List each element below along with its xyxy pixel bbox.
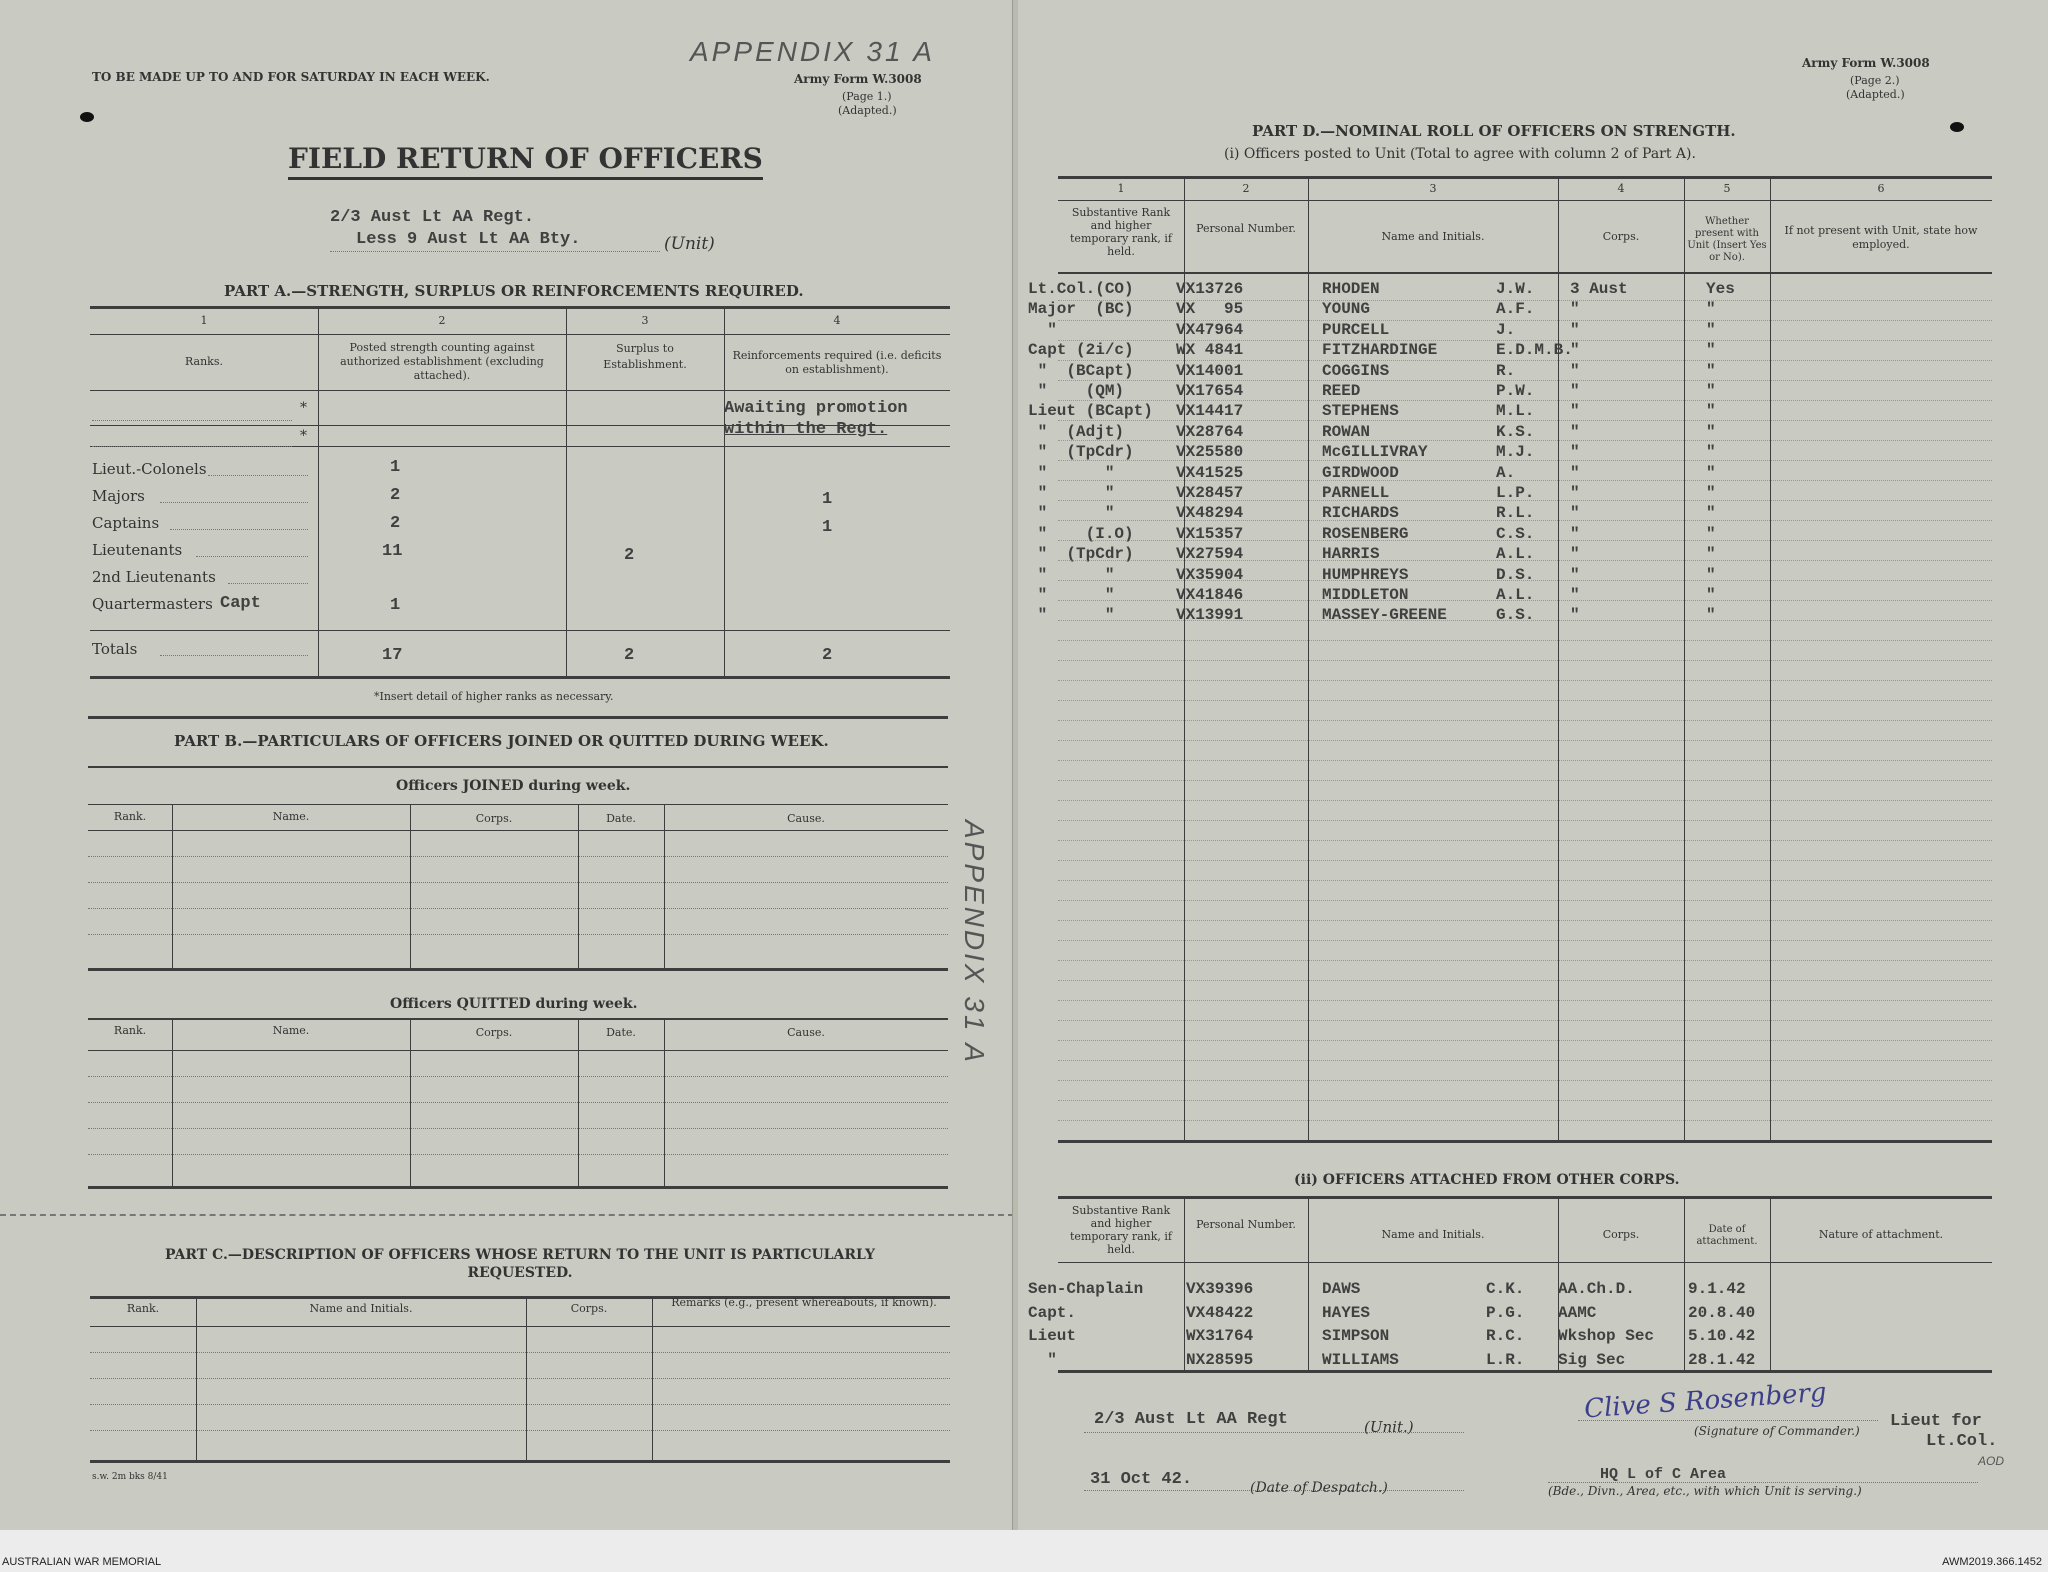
attached-initials: C.K.	[1486, 1280, 1525, 1298]
officer-initials: A.	[1496, 464, 1516, 482]
star-row: *	[300, 428, 307, 444]
officer-initials: G.S.	[1496, 606, 1535, 624]
col-name: Name.	[272, 1024, 310, 1037]
page-number: (Page 2.)	[1850, 74, 1900, 87]
officer-initials: M.J.	[1496, 443, 1535, 461]
officer-corps: "	[1570, 362, 1580, 380]
officer-name: HUMPHREYS	[1322, 566, 1409, 584]
officer-rank: " "	[1028, 484, 1115, 502]
unit-label: (Unit)	[664, 234, 715, 254]
officer-number: VX27594	[1176, 545, 1244, 563]
officer-initials: A.F.	[1496, 300, 1535, 318]
officer-number: VX25580	[1176, 443, 1244, 461]
area-label: (Bde., Divn., Area, etc., with which Unit is serving.)	[1548, 1484, 1862, 1498]
officer-rank: " "	[1028, 504, 1115, 522]
officer-rank: " (Adjt)	[1028, 423, 1125, 441]
officer-present: "	[1706, 606, 1716, 624]
officer-number: VX47964	[1176, 321, 1244, 339]
col-number: 3	[641, 314, 649, 327]
col-header-rank: Substantive Rank and higher temporary rank, if held.	[1070, 206, 1172, 258]
attached-initials: L.R.	[1486, 1351, 1525, 1369]
archive-footer	[0, 1530, 2048, 1572]
totals-label: Totals	[92, 640, 138, 658]
officer-initials: A.L.	[1496, 586, 1535, 604]
officer-rank: " (QM)	[1028, 382, 1125, 400]
officer-rank: " (I.O)	[1028, 525, 1134, 543]
attached-date: 28.1.42	[1688, 1351, 1756, 1369]
col-number: 1	[200, 314, 208, 327]
punch-hole	[80, 112, 94, 122]
officer-corps: "	[1570, 484, 1580, 502]
officer-number: VX 95	[1176, 300, 1244, 318]
officer-name: YOUNG	[1322, 300, 1371, 318]
unit-line-2: Less 9 Aust Lt AA Bty.	[356, 230, 581, 249]
officer-name: HARRIS	[1322, 545, 1380, 563]
signature-suffix-1: Lieut for	[1890, 1412, 1982, 1431]
reinforcement-value: 1	[822, 518, 833, 537]
officer-present: "	[1706, 341, 1716, 359]
officer-present: "	[1706, 464, 1716, 482]
footnote: *Insert detail of higher ranks as necessary.	[374, 690, 614, 703]
archive-id: AWM2019.366.1452	[1942, 1556, 2042, 1568]
officer-rank: " "	[1028, 606, 1115, 624]
attached-date: 9.1.42	[1688, 1280, 1746, 1298]
officer-rank: " (TpCdr)	[1028, 443, 1134, 461]
archive-credit: AUSTRALIAN WAR MEMORIAL	[2, 1556, 162, 1568]
col-number: 2	[438, 314, 446, 327]
officer-initials: P.W.	[1496, 382, 1535, 400]
col-number: 4	[1617, 182, 1625, 195]
area-typed: HQ L of C Area	[1600, 1466, 1727, 1483]
officer-rank: "	[1028, 321, 1057, 339]
part-b-title: PART B.—PARTICULARS OF OFFICERS JOINED OR QUITTED DURING WEEK.	[174, 732, 829, 750]
attached-corps: Wkshop Sec	[1558, 1327, 1655, 1345]
officer-present: "	[1706, 321, 1716, 339]
officer-number: VX28764	[1176, 423, 1244, 441]
surplus-value: 2	[624, 546, 635, 565]
officer-name: ROSENBERG	[1322, 525, 1409, 543]
officer-number: VX41846	[1176, 586, 1244, 604]
col-header-corps: Corps.	[1602, 230, 1640, 243]
officer-number: VX14417	[1176, 402, 1244, 420]
rank-label: Lieut.-Colonels	[92, 460, 207, 478]
rank-label: Quartermasters	[92, 595, 213, 613]
attached-rank: "	[1028, 1351, 1057, 1369]
attached-name: HAYES	[1322, 1304, 1371, 1322]
col-number: 1	[1117, 182, 1125, 195]
officer-initials: R.	[1496, 362, 1516, 380]
att-header-nature: Nature of attachment.	[1818, 1228, 1944, 1241]
despatch-date: 31 Oct 42.	[1090, 1470, 1193, 1489]
rank-label: 2nd Lieutenants	[92, 568, 216, 586]
officer-name: McGILLIVRAY	[1322, 443, 1428, 461]
col-corps: Corps.	[475, 1026, 513, 1039]
total-posted: 17	[382, 646, 403, 665]
officer-name: PURCELL	[1322, 321, 1390, 339]
attached-rank: Capt.	[1028, 1304, 1077, 1322]
officer-number: VX35904	[1176, 566, 1244, 584]
officer-corps: "	[1570, 586, 1580, 604]
left-page	[0, 0, 1014, 1530]
att-header-date: Date of attachment.	[1696, 1224, 1758, 1247]
joined-title: Officers JOINED during week.	[396, 778, 631, 794]
attached-date: 20.8.40	[1688, 1304, 1756, 1322]
officer-rank: " (BCapt)	[1028, 362, 1134, 380]
col-name: Name.	[272, 810, 310, 823]
col-rank: Rank.	[113, 810, 147, 823]
col-rank: Rank.	[126, 1302, 160, 1315]
officer-name: REED	[1322, 382, 1361, 400]
officer-number: VX14001	[1176, 362, 1244, 380]
posted-value: 2	[390, 514, 401, 533]
officer-rank: " (TpCdr)	[1028, 545, 1134, 563]
officer-name: RICHARDS	[1322, 504, 1399, 522]
attached-number: WX31764	[1186, 1327, 1254, 1345]
officer-corps: "	[1570, 606, 1580, 624]
col-name: Name and Initials.	[309, 1302, 413, 1315]
attached-corps: AA.Ch.D.	[1558, 1280, 1635, 1298]
col-date: Date.	[606, 1026, 636, 1039]
officer-rank: " "	[1028, 586, 1115, 604]
officer-corps: "	[1570, 504, 1580, 522]
attached-initials: P.G.	[1486, 1304, 1525, 1322]
col-header-posted: Posted strength counting against authorized establishment (excluding attached).	[340, 341, 544, 382]
officer-initials: D.S.	[1496, 566, 1535, 584]
officer-corps: 3 Aust	[1570, 280, 1628, 298]
qm-rank-suffix: Capt	[220, 594, 261, 613]
date-label: (Date of Despatch.)	[1250, 1480, 1388, 1496]
att-header-number: Personal Number.	[1196, 1218, 1296, 1231]
officer-initials: E.D.M.B.	[1496, 341, 1573, 359]
punch-hole	[1950, 122, 1964, 132]
col-remarks: Remarks (e.g., present whereabouts, if known).	[671, 1296, 937, 1309]
attached-name: WILLIAMS	[1322, 1351, 1399, 1369]
unit-line-1: 2/3 Aust Lt AA Regt.	[330, 208, 535, 227]
col-header-employed: If not present with Unit, state how employed.	[1784, 224, 1978, 251]
officer-initials: C.S.	[1496, 525, 1535, 543]
unit-label: (Unit.)	[1364, 1418, 1414, 1436]
officer-corps: "	[1570, 566, 1580, 584]
officer-corps: "	[1570, 402, 1580, 420]
col-number: 4	[833, 314, 841, 327]
rank-label: Majors	[92, 487, 145, 505]
posted-value: 1	[390, 596, 401, 615]
col-header-surplus: Surplus to Establishment.	[603, 342, 687, 371]
officer-corps: "	[1570, 321, 1580, 339]
attached-title: (ii) OFFICERS ATTACHED FROM OTHER CORPS.	[1294, 1172, 1680, 1188]
officer-corps: "	[1570, 464, 1580, 482]
total-reinforcements: 2	[822, 646, 833, 665]
star-row: *	[300, 400, 307, 416]
attached-corps: AAMC	[1558, 1304, 1597, 1322]
handwritten-side-note: APPENDIX 31 A	[959, 820, 990, 1065]
adapted-note: (Adapted.)	[1846, 88, 1905, 101]
officer-present: "	[1706, 382, 1716, 400]
att-header-name: Name and Initials.	[1381, 1228, 1485, 1241]
officer-corps: "	[1570, 300, 1580, 318]
col-header-number: Personal Number.	[1196, 222, 1296, 235]
reinforcement-note: Awaiting promotion within the Regt.	[724, 399, 908, 439]
rank-label: Captains	[92, 514, 160, 532]
officer-name: ROWAN	[1322, 423, 1371, 441]
officer-name: PARNELL	[1322, 484, 1390, 502]
officer-name: RHODEN	[1322, 280, 1380, 298]
col-corps: Corps.	[475, 812, 513, 825]
part-d-subtitle: (i) Officers posted to Unit (Total to agree with column 2 of Part A).	[1224, 146, 1696, 162]
part-a-title: PART A.—STRENGTH, SURPLUS OR REINFORCEMENTS REQUIRED.	[224, 282, 804, 300]
col-header-ranks: Ranks.	[185, 355, 223, 368]
attached-number: VX39396	[1186, 1280, 1254, 1298]
posted-value: 2	[390, 486, 401, 505]
att-header-rank: Substantive Rank and higher temporary rank, if held.	[1070, 1204, 1172, 1256]
col-header-present: Whether present with Unit (Insert Yes or No).	[1687, 216, 1767, 263]
officer-present: "	[1706, 300, 1716, 318]
commander-signature: Clive S Rosenberg	[1583, 1377, 1828, 1425]
officer-present: "	[1706, 443, 1716, 461]
signature-suffix-2: Lt.Col.	[1926, 1432, 1998, 1451]
officer-corps: "	[1570, 423, 1580, 441]
col-number: 5	[1723, 182, 1731, 195]
header-instruction: TO BE MADE UP TO AND FOR SATURDAY IN EACH WEEK.	[92, 70, 490, 84]
reinforcement-value: 1	[822, 490, 833, 509]
officer-number: WX 4841	[1176, 341, 1244, 359]
col-cause: Cause.	[787, 1026, 825, 1039]
officer-corps: "	[1570, 525, 1580, 543]
officer-present: "	[1706, 504, 1716, 522]
officer-corps: "	[1570, 341, 1580, 359]
officer-present: "	[1706, 566, 1716, 584]
officer-name: FITZHARDINGE	[1322, 341, 1438, 359]
right-page	[1018, 0, 2048, 1530]
attached-number: VX48422	[1186, 1304, 1254, 1322]
col-rank: Rank.	[113, 1024, 147, 1037]
officer-present: "	[1706, 402, 1716, 420]
attached-number: NX28595	[1186, 1351, 1254, 1369]
attached-corps: Sig Sec	[1558, 1351, 1626, 1369]
officer-number: VX28457	[1176, 484, 1244, 502]
col-cause: Cause.	[787, 812, 825, 825]
officer-present: "	[1706, 423, 1716, 441]
officer-name: GIRDWOOD	[1322, 464, 1399, 482]
officer-number: VX48294	[1176, 504, 1244, 522]
officer-initials: A.L.	[1496, 545, 1535, 563]
officer-rank: Lt.Col.(CO)	[1028, 280, 1134, 298]
officer-present: "	[1706, 545, 1716, 563]
part-d-title: PART D.—NOMINAL ROLL OF OFFICERS ON STRENGTH.	[1252, 122, 1736, 140]
officer-initials: J.W.	[1496, 280, 1535, 298]
total-surplus: 2	[624, 646, 635, 665]
handwritten-appendix: APPENDIX 31 A	[690, 36, 935, 67]
part-c-title: PART C.—DESCRIPTION OF OFFICERS WHOSE RETURN TO THE UNIT IS PARTICULARLY REQUESTED.	[165, 1247, 875, 1281]
officer-initials: L.P.	[1496, 484, 1535, 502]
officer-name: STEPHENS	[1322, 402, 1399, 420]
col-number: 6	[1877, 182, 1885, 195]
form-number: Army Form W.3008	[794, 72, 922, 86]
page-number: (Page 1.)	[842, 90, 892, 103]
attached-initials: R.C.	[1486, 1327, 1525, 1345]
att-header-corps: Corps.	[1602, 1228, 1640, 1241]
officer-present: "	[1706, 362, 1716, 380]
signature-label: (Signature of Commander.)	[1694, 1424, 1860, 1438]
col-number: 3	[1429, 182, 1437, 195]
officer-number: VX41525	[1176, 464, 1244, 482]
page-title: FIELD RETURN OF OFFICERS	[288, 142, 763, 180]
officer-initials: M.L.	[1496, 402, 1535, 420]
officer-rank: " "	[1028, 566, 1115, 584]
col-corps: Corps.	[570, 1302, 608, 1315]
officer-rank: Capt (2i/c)	[1028, 341, 1134, 359]
attached-name: DAWS	[1322, 1280, 1361, 1298]
officer-present: "	[1706, 586, 1716, 604]
rank-label: Lieutenants	[92, 541, 183, 559]
officer-number: VX13726	[1176, 280, 1244, 298]
officer-present: Yes	[1706, 280, 1735, 298]
col-number: 2	[1242, 182, 1250, 195]
col-header-name: Name and Initials.	[1381, 230, 1485, 243]
officer-corps: "	[1570, 545, 1580, 563]
col-header-reinforcements: Reinforcements required (i.e. deficits on establishment).	[732, 349, 942, 376]
unit-typed: 2/3 Aust Lt AA Regt	[1094, 1410, 1288, 1429]
officer-rank: Lieut (BCapt)	[1028, 402, 1153, 420]
adapted-note: (Adapted.)	[838, 104, 897, 117]
officer-name: MASSEY-GREENE	[1322, 606, 1447, 624]
officer-name: MIDDLETON	[1322, 586, 1409, 604]
posted-value: 1	[390, 458, 401, 477]
officer-corps: "	[1570, 382, 1580, 400]
quitted-title: Officers QUITTED during week.	[390, 996, 638, 1012]
officer-number: VX15357	[1176, 525, 1244, 543]
form-number: Army Form W.3008	[1802, 56, 1930, 70]
printer-mark: s.w. 2m bks 8/41	[92, 1472, 168, 1482]
officer-present: "	[1706, 484, 1716, 502]
officer-initials: K.S.	[1496, 423, 1535, 441]
attached-name: SIMPSON	[1322, 1327, 1390, 1345]
officer-present: "	[1706, 525, 1716, 543]
col-date: Date.	[606, 812, 636, 825]
officer-rank: " "	[1028, 464, 1115, 482]
officer-initials: J.	[1496, 321, 1516, 339]
officer-number: VX17654	[1176, 382, 1244, 400]
attached-rank: Sen-Chaplain	[1028, 1280, 1144, 1298]
officer-name: COGGINS	[1322, 362, 1390, 380]
attached-date: 5.10.42	[1688, 1327, 1756, 1345]
officer-initials: R.L.	[1496, 504, 1535, 522]
signature-note: AOD	[1978, 1454, 2005, 1468]
officer-number: VX13991	[1176, 606, 1244, 624]
attached-rank: Lieut	[1028, 1327, 1077, 1345]
posted-value: 11	[382, 542, 403, 561]
officer-rank: Major (BC)	[1028, 300, 1134, 318]
officer-corps: "	[1570, 443, 1580, 461]
